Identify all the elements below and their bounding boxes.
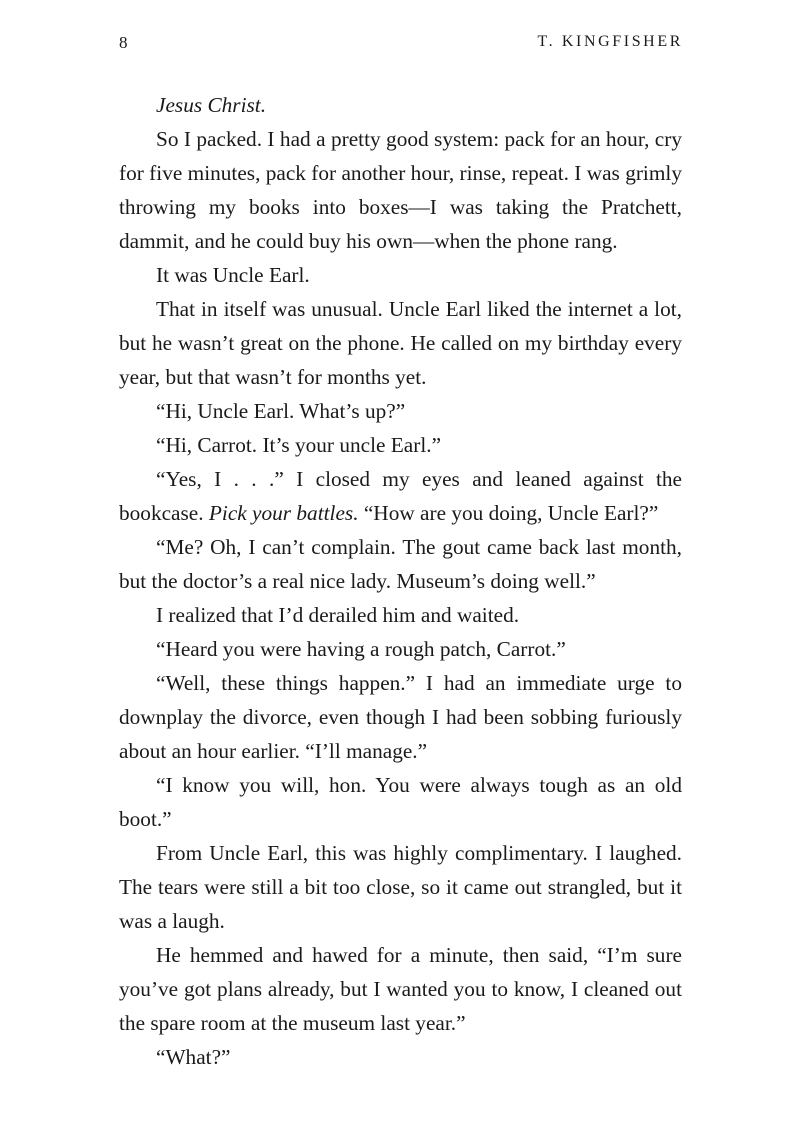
paragraph xyxy=(119,768,682,836)
paragraph-text: That in itself was unusual. Uncle Earl liked the internet a lot, but he wasn’t great on the phone. He called on my birthday every year, but that wasn’t for months yet. xyxy=(119,297,682,389)
paragraph-text: “Yes, I . . .” I closed my eyes and leaned against the bookcase. xyxy=(119,467,682,525)
paragraph-text: “Hi, Uncle Earl. What’s up?” xyxy=(156,399,406,423)
paragraph-text: From Uncle Earl, this was highly complimentary. I laughed. The tears were still a bit too close, so it came out strangled, but it was a laugh. xyxy=(119,841,682,933)
paragraph xyxy=(119,292,682,394)
paragraph-text: “Well, these things happen.” I had an immediate urge to downplay the divorce, even though I had been sobbing furiously about an hour earlier. “I’ll manage.” xyxy=(119,671,682,763)
paragraph-text: “I know you will, hon. You were always tough as an old boot.” xyxy=(119,773,682,831)
running-head xyxy=(119,30,683,58)
italic-text: Jesus Christ. xyxy=(156,93,267,117)
paragraph-text: “Me? Oh, I can’t complain. The gout came back last month, but the doctor’s a real nice lady. Museum’s doing well.” xyxy=(119,535,682,593)
paragraph-text: He hemmed and hawed for a minute, then said, “I’m sure you’ve got plans already, but I wanted you to know, I cleaned out the spare room at the museum last year.” xyxy=(119,943,682,1035)
paragraph xyxy=(119,88,682,122)
paragraph-text: “What?” xyxy=(156,1045,231,1069)
paragraph xyxy=(119,462,682,530)
paragraph-text: So I packed. I had a pretty good system: pack for an hour, cry for five minutes, pack for another hour, rinse, repeat. I was grimly throwing my books into boxes—I was taking the Pratchett, dammit, and he could buy his own—when the phone rang. xyxy=(119,127,682,253)
running-head-author: T. KINGFISHER xyxy=(537,33,683,50)
paragraph-text: “Hi, Carrot. It’s your uncle Earl.” xyxy=(156,433,442,457)
paragraph xyxy=(119,394,682,428)
body-text xyxy=(119,88,682,1074)
paragraph xyxy=(119,938,682,1040)
paragraph-text: I realized that I’d derailed him and waited. xyxy=(156,603,520,627)
paragraph xyxy=(119,836,682,938)
page-number: 8 xyxy=(119,33,128,52)
paragraph xyxy=(119,632,682,666)
paragraph xyxy=(119,258,682,292)
italic-text: Pick your battles. xyxy=(208,501,359,525)
paragraph xyxy=(119,666,682,768)
paragraph-text: It was Uncle Earl. xyxy=(156,263,310,287)
paragraph xyxy=(119,428,682,462)
paragraph xyxy=(119,122,682,258)
paragraph xyxy=(119,598,682,632)
paragraph xyxy=(119,530,682,598)
paragraph-text: “How are you doing, Uncle Earl?” xyxy=(358,501,659,525)
paragraph xyxy=(119,1040,682,1074)
paragraph-text: “Heard you were having a rough patch, Carrot.” xyxy=(156,637,566,661)
